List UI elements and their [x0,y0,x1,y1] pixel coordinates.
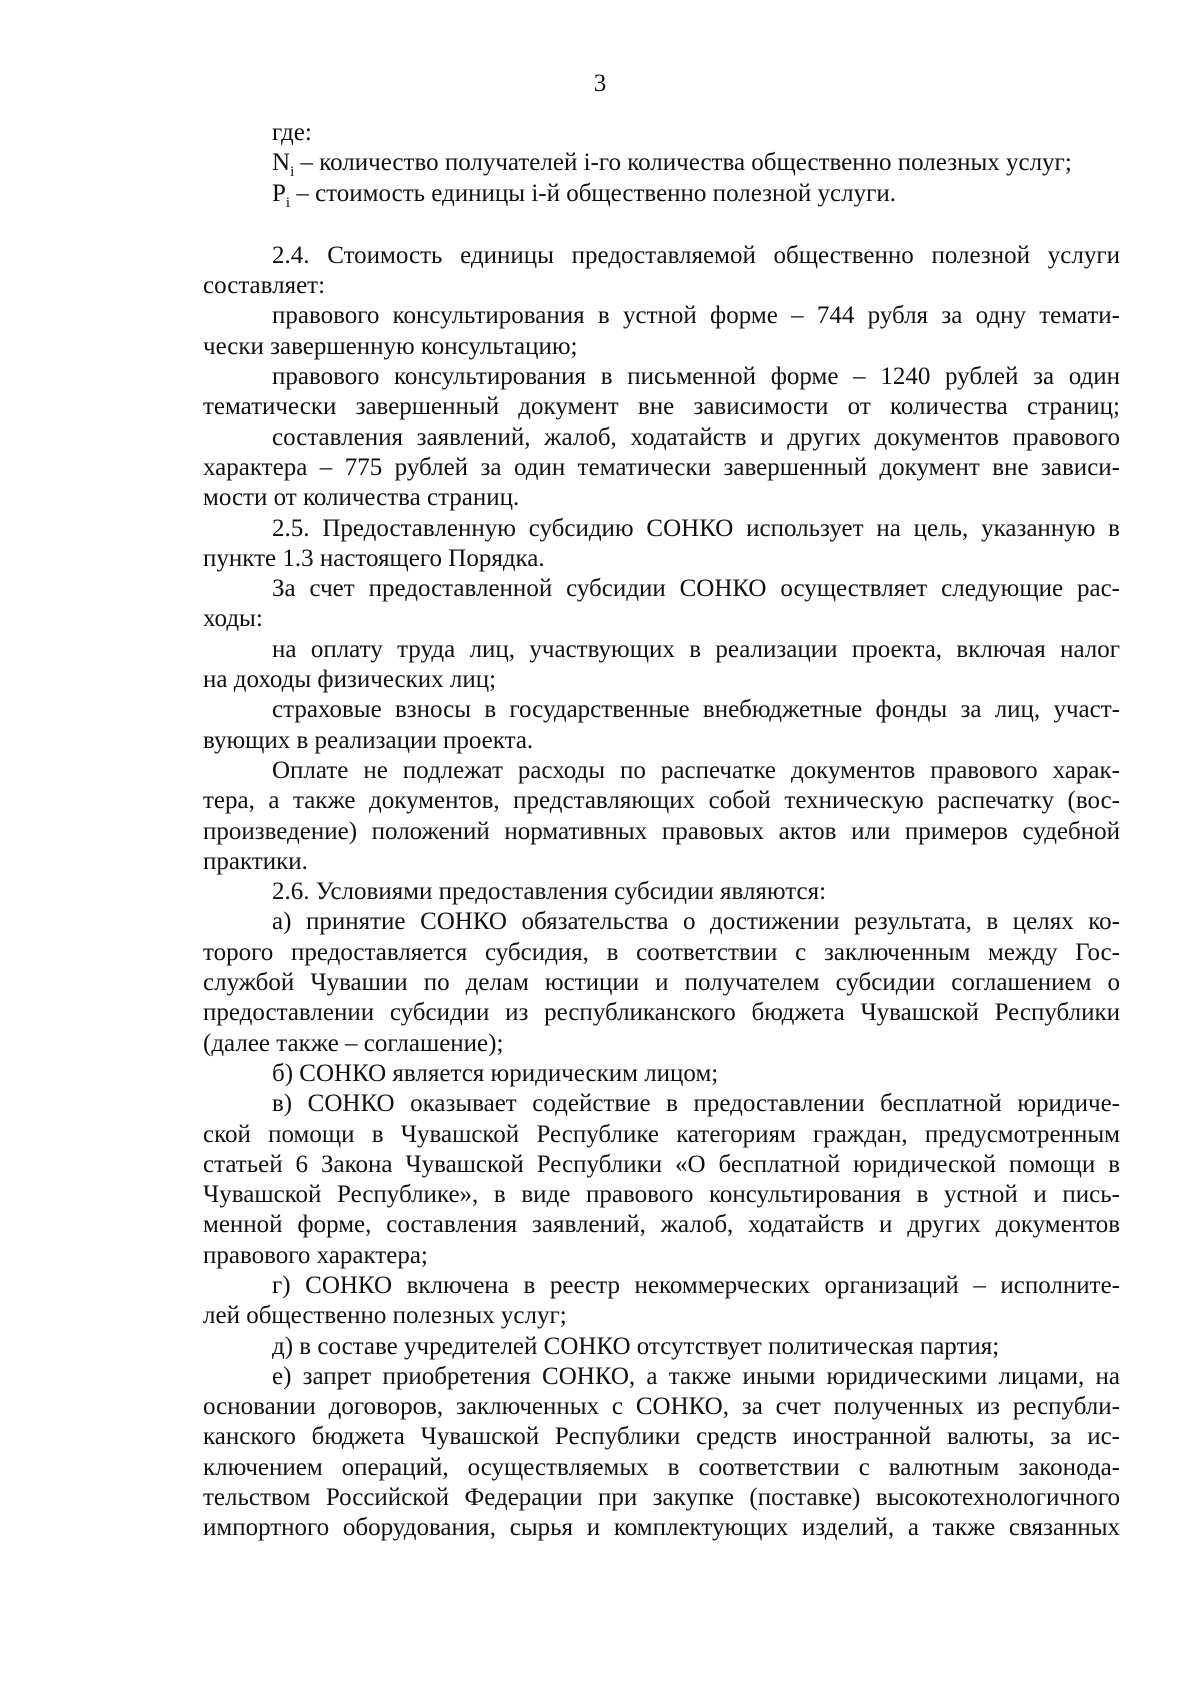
text-line: б) СОНКО является юридическим лицом; [272,1059,719,1087]
symbol-n: N [272,149,291,177]
formula-legend-n [203,148,1120,181]
text-line: службой Чувашии по делам юстиции и получателем субсидии соглашением о [203,969,1120,997]
text-line: (далее также – соглашение); [203,1029,504,1057]
text-line: 2.4. Стоимость единицы предоставляемой общественно полезной услуги [272,241,1120,269]
text-line: импортного оборудования, сырья и комплектующих изделий, а также связанных [203,1514,1120,1542]
text-line: тематически завершенный документ вне зависимости от количества страниц; [203,393,1120,421]
text-line: вующих в реализации проекта. [203,726,534,754]
text-line: менной форме, составления заявлений, жалоб, ходатайств и других документов [203,1211,1120,1239]
formula-where-label: где: [272,119,312,146]
text-line: чески завершенную консультацию; [203,332,578,360]
text-line: на оплату труда лиц, участвующих в реализации проекта, включая налог [272,635,1120,663]
symbol-p: P [272,179,286,207]
text-line: страховые взносы в государственные внебюджетные фонды за лиц, участ- [272,696,1120,724]
text-line: на доходы физических лиц; [203,666,497,694]
text-line: 2.5. Предоставленную субсидию СОНКО использует на цель, указанную в [272,514,1120,542]
text-line: канского бюджета Чувашской Республики средств иностранной валюты, за ис- [203,1423,1120,1451]
text-line: правового консультирования в устной форме – 744 рубля за одну темати- [272,302,1120,330]
text-line: г) СОНКО включена в реестр некоммерческих организаций – исполните- [272,1271,1120,1299]
symbol-n-index: i [290,164,295,181]
text-line: основании договоров, заключенных с СОНКО, за счет полученных из республи- [203,1393,1120,1421]
text-line: составления заявлений, жалоб, ходатайств и других документов правового [272,423,1120,451]
text-line: 2.6. Условиями предоставления субсидии являются: [272,878,827,906]
text-line: тельством Российской Федерации при закупке (поставке) высокотехнологичного [203,1484,1120,1512]
text-line: а) принятие СОНКО обязательства о достижении результата, в целях ко- [272,908,1120,936]
symbol-n-description: – количество получателей i-го количества общественно полезных услуг; [294,149,1072,177]
text-line: ключением операций, осуществляемых в соответствии с валютным законода- [203,1453,1120,1481]
text-line: характера – 775 рублей за один тематически завершенный документ вне зависи- [203,453,1120,481]
text-line: статьей 6 Закона Чувашской Республики «О бесплатной юридической помощи в [203,1150,1120,1178]
text-line: правового характера; [203,1241,428,1269]
paragraph-gap [203,209,1120,241]
text-line: За счет предоставленной субсидии СОНКО осуществляет следующие рас- [272,575,1120,603]
text-line: в) СОНКО оказывает содействие в предоставлении бесплатной юридиче- [272,1090,1120,1118]
text-line: лей общественно полезных услуг; [203,1302,567,1330]
text-line: Чувашской Республике», в виде правового консультирования в устной и пись- [203,1181,1120,1209]
text-line: д) в составе учредителей СОНКО отсутствует политическая партия; [272,1332,1000,1360]
symbol-p-index: i [285,194,291,211]
text-line: Оплате не подлежат расходы по распечатке документов правового харак- [272,756,1120,784]
text-line: пункте 1.3 настоящего Порядка. [203,544,545,572]
text-line: предоставлении субсидии из республиканского бюджета Чувашской Республики [203,999,1120,1027]
text-line: торого предоставляется субсидия, в соответствии с заключенным между Гос- [203,938,1120,966]
document-body [203,118,1120,1544]
text-line: мости от количества страниц. [203,484,520,512]
text-line: е) запрет приобретения СОНКО, а также иными юридическими лицами, на [272,1362,1120,1390]
text-line: тера, а также документов, представляющих собой техническую распечатку (вос- [203,787,1120,815]
text-line: составляет: [203,272,326,300]
formula-legend-p [203,179,1120,209]
text-line: ской помощи в Чувашской Республике категориям граждан, предусмотренным [203,1120,1120,1148]
text-line: правового консультирования в письменной форме – 1240 рублей за один [272,363,1120,391]
text-line: практики. [203,847,308,875]
page-number: 3 [593,70,607,97]
symbol-p-description: – стоимость единицы i-й общественно полезной услуги. [290,179,896,207]
text-line: произведение) положений нормативных правовых актов или примеров судебной [203,817,1120,845]
text-line: ходы: [203,605,263,633]
